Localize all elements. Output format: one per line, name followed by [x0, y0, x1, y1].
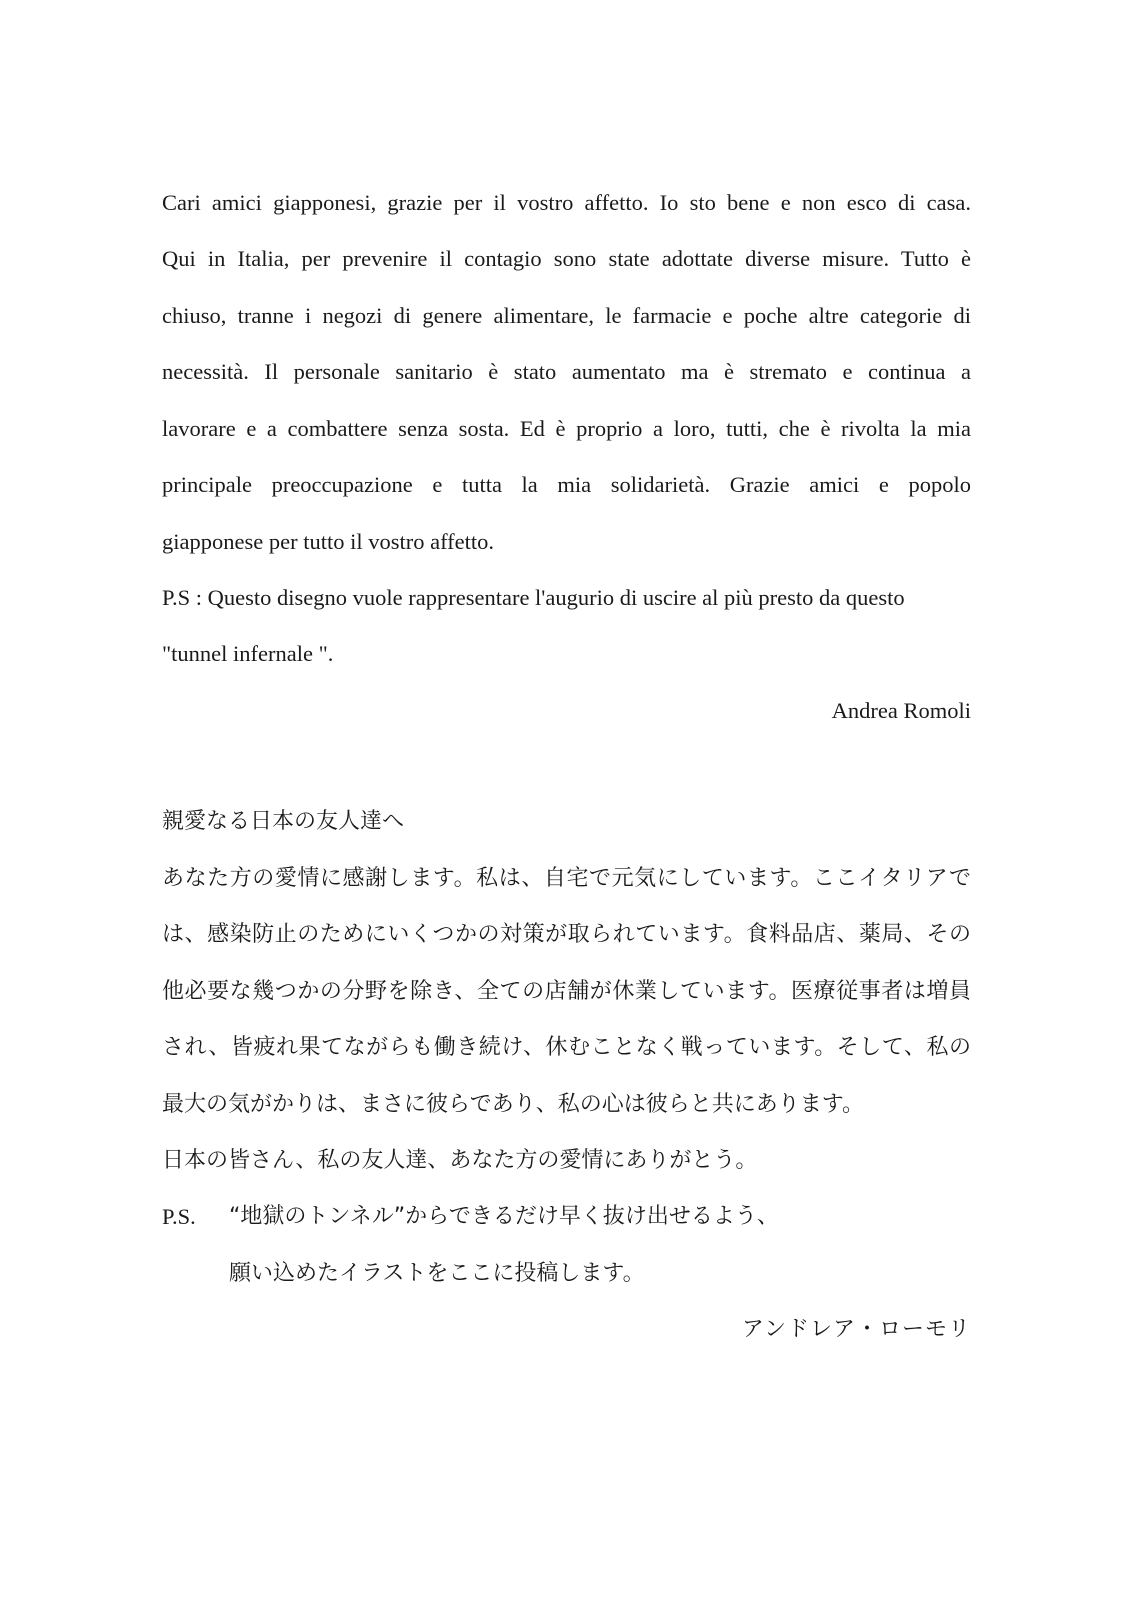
- japanese-ps-line: 願い込めたイラストをここに投稿します。: [229, 1261, 645, 1286]
- japanese-body-line: は、感染防止のためにいくつかの対策が取られています。食料品店、薬局、その: [162, 922, 971, 947]
- japanese-ps-label: P.S.: [162, 1204, 196, 1229]
- japanese-body-line: 最大の気がかりは、まさに彼らであり、私の心は彼らと共にあります。: [162, 1092, 865, 1117]
- italian-body-line: lavorare e a combattere senza sosta. Ed è proprio a loro, tutti, che è rivolta la mia: [162, 416, 971, 441]
- japanese-body-line: あなた方の愛情に感謝します。私は、自宅で元気にしています。ここイタリアで: [162, 866, 971, 891]
- italian-body-line: giapponese per tutto il vostro affetto.: [162, 529, 495, 554]
- japanese-ps-line: “地獄のトンネル”からできるだけ早く抜け出せるよう、: [229, 1204, 779, 1229]
- japanese-body-line: され、皆疲れ果てながらも働き続け、休むことなく戦っています。そして、私の: [162, 1035, 971, 1060]
- italian-body-line: principale preoccupazione e tutta la mia solidarietà. Grazie amici e popolo: [162, 472, 971, 497]
- italian-body-line: Cari amici giapponesi, grazie per il vostro affetto. Io sto bene e non esco di casa.: [162, 190, 971, 215]
- italian-ps-line: P.S : Questo disegno vuole rappresentare l'augurio di uscire al più presto da questo: [162, 585, 905, 610]
- japanese-signature: アンドレア・ローモリ: [741, 1317, 971, 1342]
- italian-body-line: chiuso, tranne i negozi di genere alimentare, le farmacie e poche altre categorie di: [162, 303, 971, 328]
- japanese-body-line: 他必要な幾つかの分野を除き、全ての店舗が休業しています。医療従事者は増員: [162, 979, 971, 1004]
- japanese-greeting: 親愛なる日本の友人達へ: [162, 809, 405, 834]
- japanese-body-line: 日本の皆さん、私の友人達、あなた方の愛情にありがとう。: [162, 1148, 758, 1173]
- italian-body-line: necessità. Il personale sanitario è stato aumentato ma è stremato e continua a: [162, 359, 971, 384]
- italian-body-line: Qui in Italia, per prevenire il contagio sono state adottate diverse misure. Tutto è: [162, 246, 971, 271]
- italian-signature: Andrea Romoli: [831, 698, 971, 723]
- italian-ps-line: "tunnel infernale ".: [162, 641, 334, 666]
